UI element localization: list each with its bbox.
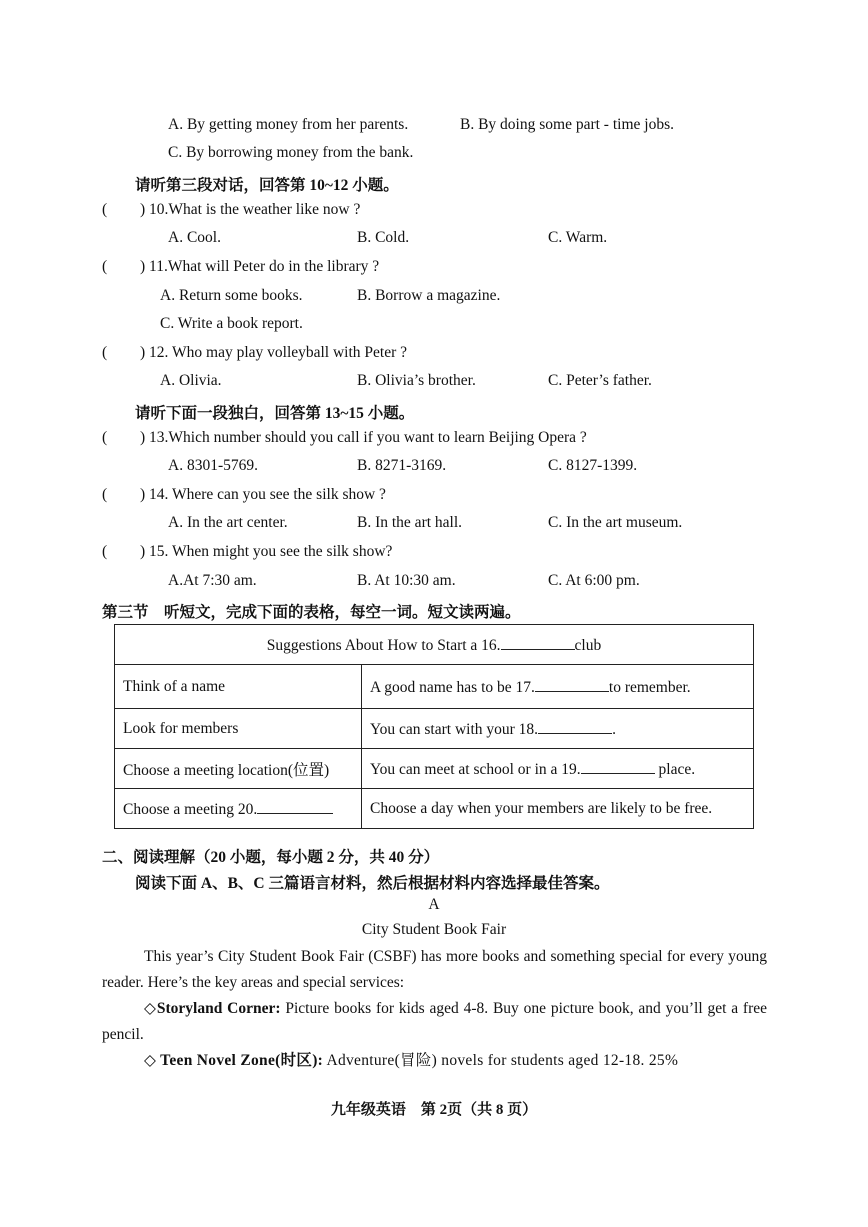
option-a: A.At 7:30 am. <box>168 572 257 589</box>
fill-in-table <box>114 624 754 829</box>
answer-bracket: ( <box>102 344 108 361</box>
option-b: B. Olivia’s brother. <box>357 372 476 389</box>
table-cell-step: Look for members <box>115 709 362 749</box>
option-c: C. By borrowing money from the bank. <box>168 144 414 161</box>
option-a: A. In the art center. <box>168 514 288 531</box>
passage-title: City Student Book Fair <box>361 921 507 938</box>
option-c: C. At 6:00 pm. <box>548 572 640 589</box>
detail-text: A good name has to be 17. <box>370 678 535 696</box>
part-title: 第三节 听短文，完成下面的表格，每空一词。短文读两遍。 <box>102 604 521 621</box>
table-header-cell <box>115 625 754 665</box>
table-cell-step: Think of a name <box>115 665 362 709</box>
table-cell-step <box>115 789 362 829</box>
answer-blank[interactable] <box>257 799 333 814</box>
table-row <box>115 749 754 789</box>
section-instruction: 请听第三段对话，回答第 10~12 小题。 <box>135 177 399 194</box>
question-stem: ) 10.What is the weather like now ? <box>140 201 361 218</box>
option-c: C. Write a book report. <box>160 315 303 332</box>
table-cell-detail <box>362 665 754 709</box>
answer-bracket: ( <box>102 486 108 503</box>
option-c: C. 8127-1399. <box>548 457 638 474</box>
option-b: B. Cold. <box>357 229 410 246</box>
detail-text: You can meet at school or in a 19. <box>370 760 581 778</box>
question-stem: ) 14. Where can you see the silk show ? <box>140 486 386 503</box>
question-stem: ) 12. Who may play volleyball with Peter ? <box>140 344 408 361</box>
answer-bracket: ( <box>102 258 108 275</box>
page-footer: 九年级英语 第 2页（共 8 页） <box>330 1102 538 1118</box>
question-stem: ) 15. When might you see the silk show? <box>140 543 393 560</box>
option-b: B. By doing some part - time jobs. <box>460 116 674 133</box>
step-text: Choose a meeting 20. <box>123 800 258 818</box>
answer-bracket: ( <box>102 201 108 218</box>
item-label: ◇ Teen Novel Zone(时区): <box>144 1052 324 1069</box>
passage-item-teen <box>102 1048 767 1074</box>
detail-suffix: to remember. <box>608 678 691 696</box>
option-b: B. In the art hall. <box>357 514 463 531</box>
table-cell-step: Choose a meeting location(位置) <box>115 749 362 789</box>
table-header-row <box>115 625 754 665</box>
table-header-text: Suggestions About How to Start a 16. <box>266 636 501 654</box>
option-a: A. 8301-5769. <box>168 457 258 474</box>
option-a: A. Olivia. <box>160 372 222 389</box>
table-cell-detail <box>362 749 754 789</box>
option-c: C. Warm. <box>548 229 608 246</box>
table-row <box>115 789 754 829</box>
option-a: A. By getting money from her parents. <box>168 116 409 133</box>
table-header-suffix: club <box>574 636 602 654</box>
question-stem: ) 13.Which number should you call if you want to learn Beijing Opera ? <box>140 429 587 446</box>
option-b: B. 8271-3169. <box>357 457 447 474</box>
passage-item-storyland <box>102 996 767 1048</box>
item-text: Adventure(冒险) novels for students aged 12-18. 25% <box>323 1052 679 1069</box>
answer-bracket: ( <box>102 429 108 446</box>
table-row <box>115 709 754 749</box>
section-instruction: 阅读下面 A、B、C 三篇语言材料，然后根据材料内容选择最佳答案。 <box>135 875 610 892</box>
option-a: A. Return some books. <box>160 287 303 304</box>
option-b: B. Borrow a magazine. <box>357 287 501 304</box>
option-c: C. In the art museum. <box>548 514 683 531</box>
answer-blank[interactable] <box>538 719 612 734</box>
question-stem: ) 11.What will Peter do in the library ? <box>140 258 380 275</box>
detail-suffix: . <box>612 720 616 738</box>
item-label: ◇Storyland Corner: <box>144 1000 281 1017</box>
option-a: A. Cool. <box>168 229 221 246</box>
passage-letter: A <box>428 896 440 913</box>
section-title: 二、阅读理解（20 小题，每小题 2 分，共 40 分） <box>102 849 440 866</box>
item-text: Picture books for kids aged 4-8. Buy one picture book, and you’ll get a free pencil. <box>102 1000 767 1043</box>
option-b: B. At 10:30 am. <box>357 572 456 589</box>
answer-blank[interactable] <box>581 759 655 774</box>
answer-blank[interactable] <box>535 677 609 692</box>
detail-text: You can start with your 18. <box>370 720 539 738</box>
table-cell-detail <box>362 709 754 749</box>
section-instruction: 请听下面一段独白，回答第 13~15 小题。 <box>135 405 415 422</box>
table-row <box>115 665 754 709</box>
passage-intro: This year’s City Student Book Fair (CSBF) has more books and something special for every young reader. Here’s the key areas and special services: <box>102 948 767 991</box>
detail-suffix: place. <box>654 760 696 778</box>
answer-bracket: ( <box>102 543 108 560</box>
answer-blank[interactable] <box>501 635 575 650</box>
option-c: C. Peter’s father. <box>548 372 652 389</box>
table-cell-detail: Choose a day when your members are likely to be free. <box>362 789 754 829</box>
